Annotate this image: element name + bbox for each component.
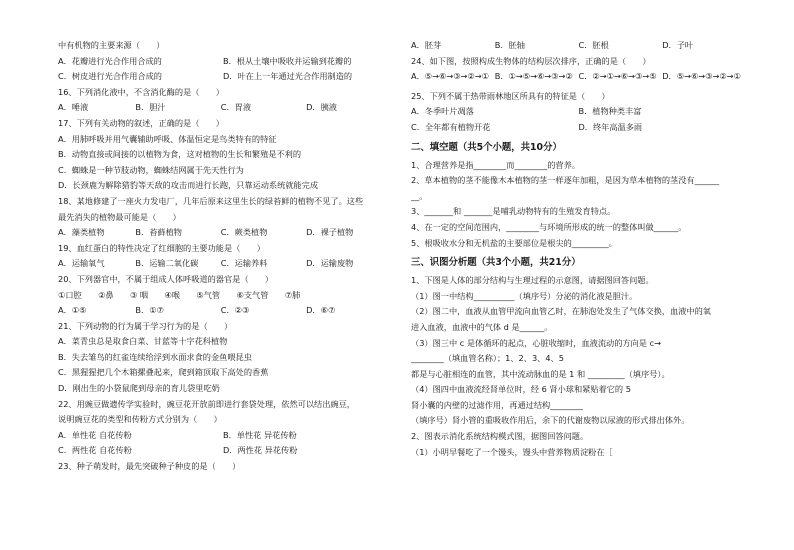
option-c: C．②③ xyxy=(220,305,250,316)
text-line: 2、草本植物的茎不能像木本植物的茎一样逐年加粗，是因为草本植物的茎没有______ xyxy=(411,175,720,186)
text-line: 5、根吸收水分和无机盐的主要部位是根尖的_________。 xyxy=(411,237,617,248)
text-line: 2、图表示消化系统结构模式图，据图回答问题。 xyxy=(411,431,589,442)
option-b: B．苔藓植物 xyxy=(135,227,182,238)
option-row xyxy=(411,39,746,55)
text-line: 23、种子萌发时，最先突破种子种皮的是（ ） xyxy=(58,461,241,472)
option-b: B．①→⑤→⑥→③→② xyxy=(494,71,573,82)
option-row xyxy=(58,257,388,273)
option-row xyxy=(58,304,388,320)
text-line: （填序号）肾小管的重吸收作用后，余下的代谢废物以尿液的形式排出体外。 xyxy=(411,415,690,426)
text-line: 1、下图是人体的部分结构与生理过程的示意图，请据图回答问题。 xyxy=(411,275,654,286)
option-a: A．单性花 自花传粉 xyxy=(58,429,132,440)
option-b: D．叶在上一年通过光合作用制造的 xyxy=(223,71,353,82)
text-line: 肾小囊的内壁的过滤作用，再通过结构________ xyxy=(411,399,583,410)
text-line: （4）图四中血液流经肾单位时，经 6 肾小球和紧贴着它的 5 xyxy=(411,384,631,395)
text-line: 说明豌豆花的类型和传粉方式分别为（ ） xyxy=(58,414,222,425)
option-row xyxy=(411,70,746,86)
text-line: 最先消失的植物最可能是（ ） xyxy=(58,211,181,222)
text-line: （1）图一中结构__________（填序号）分泌的消化液是胆汁。 xyxy=(411,290,638,301)
option-a: C．两性花 自花传粉 xyxy=(58,445,132,456)
option-row xyxy=(58,70,388,86)
option-b: D．两性花 异花传粉 xyxy=(223,445,298,456)
text-line: C．蜘蛛是一种节肢动物，蜘蛛结网属于先天性行为 xyxy=(58,164,244,175)
option-b: B．胚轴 xyxy=(494,40,525,50)
option-row xyxy=(58,55,388,71)
option-b: B．①⑦ xyxy=(135,305,164,316)
option-c: C．蕨类植物 xyxy=(220,227,268,238)
option-b: B．胆汁 xyxy=(135,102,166,113)
text-line: 17、下列有关动物的叙述，正确的是（ ） xyxy=(58,117,224,128)
text-line: 19、血红蛋白的特性决定了红细胞的主要功能是（ ） xyxy=(58,242,265,253)
text-line: 25、下列不属于热带雨林地区所具有的特征是（ ） xyxy=(411,90,610,101)
option-a: C．树皮进行光合作用合成的 xyxy=(58,71,162,82)
option-d: D．运输废物 xyxy=(306,258,354,269)
text-line: 16、下列消化液中，不含消化酶的是（ ） xyxy=(58,86,224,97)
text-line: （3）图三中 c 是体循环的起点，心脏收缩时，血液流动的方向是 c→ xyxy=(411,337,661,348)
option-a: A．花瓣进行光合作用合成的 xyxy=(58,55,162,66)
option-b: D．终年高温多雨 xyxy=(578,121,643,132)
option-c: C．②→①→⑥→③→⑤ xyxy=(578,71,657,82)
option-b: B．单性花 异花传粉 xyxy=(223,429,297,440)
option-row xyxy=(58,226,388,242)
option-b: B．植物种类丰富 xyxy=(578,106,642,117)
text-line: 22、用豌豆做遗传学实验时，豌豆花开放前即进行套袋处理，依然可以结出豌豆， xyxy=(58,398,355,409)
text-line: __。 xyxy=(411,190,428,201)
option-b: B．根从土壤中吸收并运输到花瓣的 xyxy=(223,55,352,66)
text-line: D．刚出生的小袋鼠爬到母亲的育儿袋里吃奶 xyxy=(58,383,220,394)
text-line: 都是与心脏相连的血管，其中流动脉血的是 1 和 _________（填序号）。 xyxy=(411,368,670,379)
section-heading: 二、填空题（共5个小题，共10分） xyxy=(411,141,562,153)
text-line: 中有机物的主要来源（ ） xyxy=(58,40,165,50)
text-line: B．动物直接或间接的以植物为食，这对植物的生长和繁殖是不利的 xyxy=(58,149,302,160)
option-a: A．运输氧气 xyxy=(58,258,105,269)
option-a: A．冬季叶片凋落 xyxy=(411,106,474,117)
option-row xyxy=(58,101,388,117)
text-line: （1）小明早餐吃了一个馒头，馒头中营养物质淀粉在［ xyxy=(411,446,613,457)
option-c: C．胚根 xyxy=(578,40,609,50)
text-line: 1、合理营养是指________而________的营养。 xyxy=(411,159,580,170)
text-line: A．用肺呼吸并用气囊辅助呼吸、体温恒定是鸟类特有的特征 xyxy=(58,133,277,144)
text-line: （2）图二中，血液从血管甲流向血管乙时，在肺泡处发生了气体交换，血液中的氧 xyxy=(411,306,711,317)
option-row xyxy=(411,105,746,121)
option-d: D．子叶 xyxy=(662,40,694,50)
option-a: A．胚芽 xyxy=(411,40,442,50)
text-line: 18、某地修建了一座火力发电厂，几年后原来这里生长的绿苔鲜的植物不见了。这些 xyxy=(58,195,364,206)
option-c: C．胃液 xyxy=(220,102,252,113)
left-column xyxy=(58,39,388,476)
text-line: 24、如下图，按照构成生物体的结构层次排序，正确的是（ ） xyxy=(411,55,651,66)
right-column xyxy=(411,39,746,461)
text-line: 20、下列器官中，不属于组成人体呼吸道的器官是（ ） xyxy=(58,273,274,284)
text-line: D．长颈鹿为解除猎豹等天敌的攻击而进行长跑，只靠运动系统就能完成 xyxy=(58,180,319,191)
text-line: 21、下列动物的行为属于学习行为的是（ ） xyxy=(58,320,233,331)
option-d: D．⑤→⑥→③→②→① xyxy=(662,71,741,82)
text-line: 进入血液，血液中的气体 d 是______。 xyxy=(411,321,553,332)
text-line: ①口腔 ②鼻 ③ 咽 ④喉 ⑤气管 ⑥支气管 ⑦肺 xyxy=(58,289,301,300)
option-row xyxy=(411,121,746,137)
option-c: C．运输养料 xyxy=(220,258,268,269)
option-d: D．胰液 xyxy=(306,102,337,113)
option-a: A．唾液 xyxy=(58,102,89,113)
section-heading: 三、识图分析题（共3个小题，共21分） xyxy=(411,257,581,269)
option-a: A．①⑤ xyxy=(58,305,87,316)
option-row xyxy=(58,429,388,445)
option-d: D．裸子植物 xyxy=(306,227,354,238)
option-row xyxy=(58,444,388,460)
text-line: B．失去雏鸟的红雀连续给浮到水面求食的金鱼喂昆虫 xyxy=(58,351,252,362)
text-line: C．黑猩猩把几个木箱摞叠起来，爬到箱顶取下高处的香蕉 xyxy=(58,367,269,378)
option-b: B．运输二氧化碳 xyxy=(135,258,199,269)
text-line: 3、_______和 _______是哺乳动物特有的生殖发育特点。 xyxy=(411,206,616,217)
option-a: A．⑤→⑥→③→②→① xyxy=(411,71,489,82)
text-line: 4、在一定的空间范围内，________与环境所形成的统一的整体叫做______。 xyxy=(411,221,687,232)
text-line: ________（填血管名称）；1、2、3、4、5 xyxy=(411,353,564,364)
option-a: A．藻类植物 xyxy=(58,227,105,238)
option-d: D．⑥⑦ xyxy=(306,305,336,316)
text-line: A．菜青虫总是取食白菜、甘蓝等十字花科植物 xyxy=(58,336,228,347)
option-a: C．全年都有植物开花 xyxy=(411,121,491,132)
